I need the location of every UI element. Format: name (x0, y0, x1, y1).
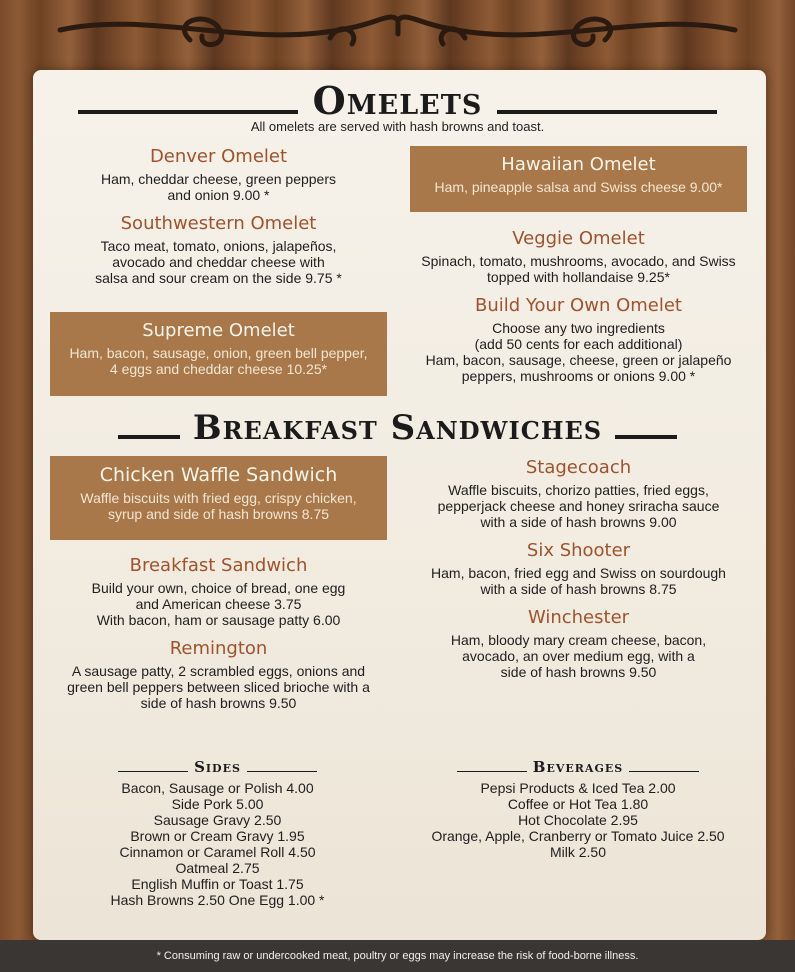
title-rule-left (457, 771, 527, 772)
item-name: Six Shooter (526, 540, 631, 561)
menu-item (45, 555, 392, 628)
omelets-subtitle: All omelets are served with hash browns and toast. (250, 119, 545, 134)
menu-item (405, 540, 752, 597)
omelets-left-column (50, 146, 387, 296)
list-item: Sausage Gravy 2.50 (153, 812, 282, 828)
item-name: Supreme Omelet (142, 320, 295, 341)
item-description: Waffle biscuits with fried egg, crispy chicken, syrup and side of hash browns 8.75 (80, 490, 357, 522)
omelets-title: Omelets (312, 78, 483, 123)
sandwiches-left-column (45, 555, 392, 721)
list-item: Bacon, Sausage or Polish 4.00 (121, 780, 314, 796)
list-item: Milk 2.50 (549, 844, 607, 860)
menu-item (405, 607, 752, 680)
sandwiches-title: Breakfast Sandwiches (192, 408, 603, 448)
list-item: Orange, Apple, Cranberry or Tomato Juice 2.50 (431, 828, 725, 844)
sides-title: Sides (194, 758, 241, 776)
menu-item (405, 457, 752, 530)
item-name: Veggie Omelet (512, 228, 645, 249)
list-item: Pepsi Products & Iced Tea 2.00 (480, 780, 676, 796)
sides-title-row (60, 758, 375, 776)
title-rule-left (78, 110, 298, 114)
top-ornament (0, 0, 795, 70)
title-rule-left (118, 771, 188, 772)
featured-item-box (50, 456, 387, 540)
beverages-title: Beverages (532, 758, 624, 776)
title-rule-right (497, 110, 717, 114)
list-item: Cinnamon or Caramel Roll 4.50 (119, 844, 316, 860)
title-rule-right (615, 435, 677, 439)
item-description: Ham, bacon, fried egg and Swiss on sourdough with a side of hash browns 8.75 (431, 565, 726, 597)
beverages-title-row (418, 758, 738, 776)
title-rule-right (247, 771, 317, 772)
item-name: Winchester (527, 607, 630, 628)
item-description: Ham, bacon, sausage, onion, green bell pepper, 4 eggs and cheddar cheese 10.25* (69, 345, 368, 377)
menu-item (45, 638, 392, 711)
omelets-title-row (0, 78, 795, 123)
item-name: Chicken Waffle Sandwich (99, 464, 338, 486)
menu-item (50, 213, 387, 286)
featured-item-box (50, 312, 387, 396)
item-name: Hawaiian Omelet (501, 154, 656, 175)
item-name: Southwestern Omelet (120, 213, 317, 234)
sandwiches-right-column (405, 457, 752, 690)
list-item: Coffee or Hot Tea 1.80 (507, 796, 649, 812)
list-item: Oatmeal 2.75 (175, 860, 260, 876)
item-name: Breakfast Sandwich (129, 555, 308, 576)
footer-disclaimer: * Consuming raw or undercooked meat, poultry or eggs may increase the risk of food-borne illness. (0, 940, 795, 972)
item-description: Ham, cheddar cheese, green peppers and onion 9.00 * (100, 171, 337, 203)
list-item: Brown or Cream Gravy 1.95 (130, 828, 305, 844)
item-name: Denver Omelet (149, 146, 288, 167)
item-name: Remington (169, 638, 268, 659)
list-item: Side Pork 5.00 (171, 796, 264, 812)
item-description: Choose any two ingredients (add 50 cents for each additional) Ham, bacon, sausage, cheese, green or jalapeño peppers, mushrooms or onions 9.00 * (425, 320, 732, 384)
item-description: A sausage patty, 2 scrambled eggs, onions and green bell peppers between sliced brioche with a side of hash browns 9.50 (67, 663, 370, 711)
item-name: Build Your Own Omelet (475, 295, 682, 316)
list-item: Hash Browns 2.50 One Egg 1.00 * (110, 892, 325, 908)
menu-item (50, 146, 387, 203)
title-rule-right (629, 771, 699, 772)
sides-section (60, 758, 375, 908)
menu-item (405, 295, 752, 384)
omelets-right-column (405, 228, 752, 394)
featured-item-box (410, 146, 747, 212)
list-item: Hot Chocolate 2.95 (518, 812, 638, 828)
item-description: Ham, bloody mary cream cheese, bacon, avocado, an over medium egg, with a side of hash browns 9.50 (450, 632, 707, 680)
beverages-section (418, 758, 738, 860)
item-description: Waffle biscuits, chorizo patties, fried eggs, pepperjack cheese and honey sriracha sauce with a side of hash browns 9.00 (437, 482, 720, 530)
sandwiches-title-row (0, 408, 795, 448)
title-rule-left (118, 435, 180, 439)
item-name: Stagecoach (525, 457, 632, 478)
item-description: Build your own, choice of bread, one egg and American cheese 3.75 With bacon, ham or sausage patty 6.00 (91, 580, 346, 628)
scrollwork-ornament-icon (0, 0, 795, 70)
item-description: Spinach, tomato, mushrooms, avocado, and Swiss topped with hollandaise 9.25* (421, 253, 736, 285)
menu-item (405, 228, 752, 285)
item-description: Ham, pineapple salsa and Swiss cheese 9.00* (434, 179, 723, 195)
item-description: Taco meat, tomato, onions, jalapeños, avocado and cheddar cheese with salsa and sour cream on the side 9.75 * (95, 238, 342, 286)
list-item: English Muffin or Toast 1.75 (131, 876, 304, 892)
